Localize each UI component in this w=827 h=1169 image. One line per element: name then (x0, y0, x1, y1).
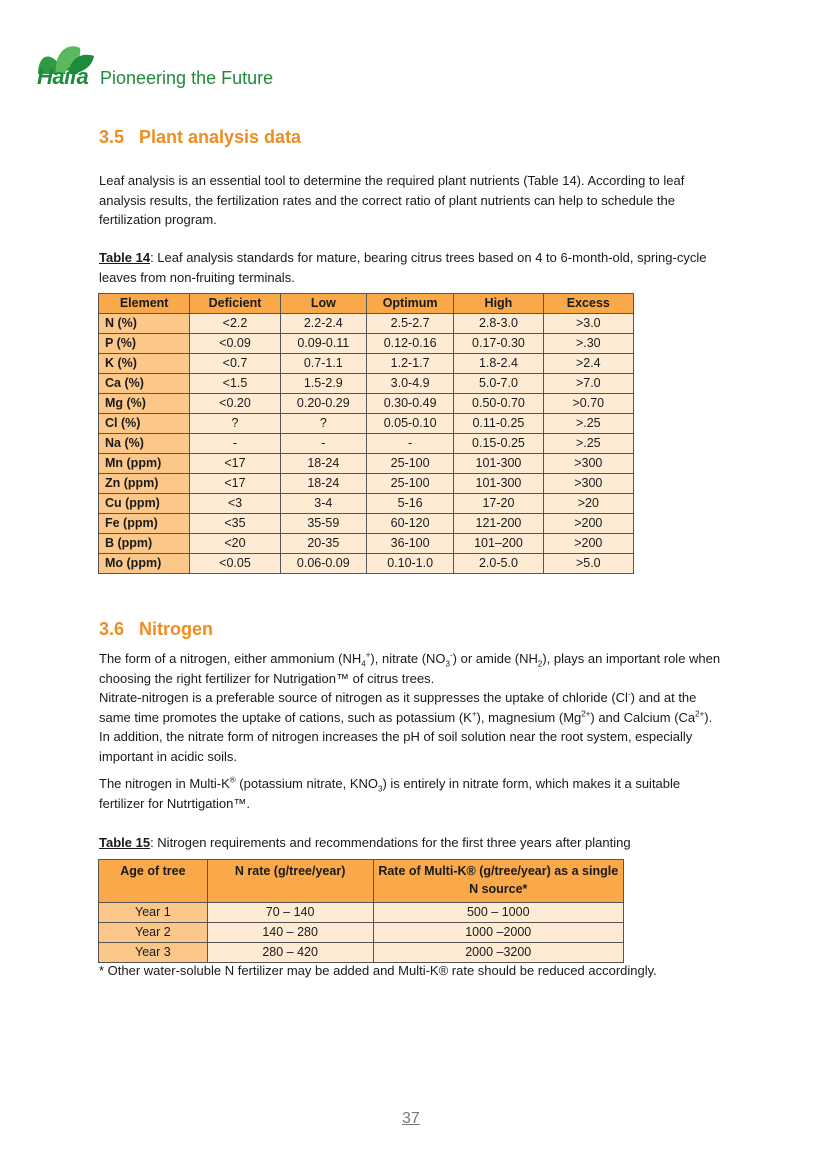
value-cell: 0.20-0.29 (280, 394, 366, 414)
value-cell: <1.5 (190, 374, 280, 394)
value-cell: >.25 (543, 414, 633, 434)
value-cell: 0.30-0.49 (366, 394, 453, 414)
column-header: Deficient (190, 294, 280, 314)
column-header: Low (280, 294, 366, 314)
value-cell: 500 – 1000 (373, 903, 624, 923)
age-cell: Year 2 (99, 923, 208, 943)
table-row (99, 903, 624, 923)
value-cell: 17-20 (454, 494, 543, 514)
value-cell: >2.4 (543, 354, 633, 374)
table-row (99, 474, 634, 494)
value-cell: 121-200 (454, 514, 543, 534)
value-cell: 2.5-2.7 (366, 314, 453, 334)
value-cell: 25-100 (366, 454, 453, 474)
value-cell: 0.7-1.1 (280, 354, 366, 374)
value-cell: 0.12-0.16 (366, 334, 453, 354)
value-cell: >200 (543, 514, 633, 534)
value-cell: 18-24 (280, 474, 366, 494)
table-row (99, 374, 634, 394)
value-cell: 60-120 (366, 514, 453, 534)
page-number: 37 (402, 1110, 420, 1127)
table-row (99, 514, 634, 534)
brand-name: Haifa (37, 64, 89, 89)
value-cell: <20 (190, 534, 280, 554)
element-cell: Na (%) (99, 434, 190, 454)
nitrogen-requirements-table (98, 859, 624, 963)
section-heading-plant-analysis: 3.5 Plant analysis data (99, 127, 302, 147)
value-cell: - (280, 434, 366, 454)
table-row (99, 494, 634, 514)
table-row (99, 334, 634, 354)
value-cell: 0.17-0.30 (454, 334, 543, 354)
value-cell: 1.2-1.7 (366, 354, 453, 374)
column-header: Age of tree (99, 860, 208, 903)
table-header-row (99, 294, 634, 314)
value-cell: 3-4 (280, 494, 366, 514)
value-cell: <0.7 (190, 354, 280, 374)
table-row (99, 434, 634, 454)
age-cell: Year 1 (99, 903, 208, 923)
value-cell: 1000 –2000 (373, 923, 624, 943)
value-cell: 18-24 (280, 454, 366, 474)
value-cell: 280 – 420 (207, 943, 373, 963)
value-cell: >300 (543, 474, 633, 494)
age-cell: Year 3 (99, 943, 208, 963)
table-row (99, 534, 634, 554)
value-cell: >300 (543, 454, 633, 474)
value-cell: >7.0 (543, 374, 633, 394)
value-cell: 3.0-4.9 (366, 374, 453, 394)
value-cell: 0.09-0.11 (280, 334, 366, 354)
value-cell: 2.8-3.0 (454, 314, 543, 334)
tagline: Pioneering the Future (100, 68, 274, 88)
value-cell: 0.10-1.0 (366, 554, 453, 574)
value-cell: <17 (190, 454, 280, 474)
element-cell: Zn (ppm) (99, 474, 190, 494)
table-row (99, 454, 634, 474)
table-header-row (99, 860, 624, 903)
value-cell: ? (280, 414, 366, 434)
section-heading-nitrogen: 3.6 Nitrogen (99, 619, 213, 639)
value-cell: >.30 (543, 334, 633, 354)
element-cell: Cu (ppm) (99, 494, 190, 514)
value-cell: >5.0 (543, 554, 633, 574)
table-row (99, 394, 634, 414)
element-cell: B (ppm) (99, 534, 190, 554)
paragraph-nitrate-nitrogen: Nitrate-nitrogen is a preferable source of nitrogen as it suppresses the uptake of chloride (Cl-) and at the same time promotes the uptake of cations, such as potassium (K+), magnesium $(Mg^{2+})$ and Calcium $(Ca^{2+})$. In addition, the nitrate form of nitrogen increases the pH of soil solution near the root system, especially important in acidic soils. (99, 689, 713, 764)
element-cell: Mo (ppm) (99, 554, 190, 574)
value-cell: <35 (190, 514, 280, 534)
value-cell: <2.2 (190, 314, 280, 334)
value-cell: >.25 (543, 434, 633, 454)
element-cell: Mg (%) (99, 394, 190, 414)
table-row (99, 414, 634, 434)
value-cell: 101-300 (454, 474, 543, 494)
value-cell: 20-35 (280, 534, 366, 554)
value-cell: 1.8-2.4 (454, 354, 543, 374)
value-cell: 5-16 (366, 494, 453, 514)
element-cell: Ca (%) (99, 374, 190, 394)
table-row (99, 314, 634, 334)
value-cell: <17 (190, 474, 280, 494)
table-row (99, 923, 624, 943)
value-cell: >200 (543, 534, 633, 554)
column-header: N rate (g/tree/year) (207, 860, 373, 903)
element-cell: Fe (ppm) (99, 514, 190, 534)
value-cell: 101-300 (454, 454, 543, 474)
paragraph-multi-k: The nitrogen in Multi-K® (potassium nitrate, $KNO_3$) is entirely in nitrate form, which makes it a suitable fertilizer for Nutrtigation™. (99, 775, 681, 811)
value-cell: <0.20 (190, 394, 280, 414)
value-cell: 0.06-0.09 (280, 554, 366, 574)
element-cell: Cl (%) (99, 414, 190, 434)
value-cell: ? (190, 414, 280, 434)
value-cell: >0.70 (543, 394, 633, 414)
column-header: Rate of Multi-K® (g/tree/year) as a single N source* (373, 860, 624, 903)
value-cell: >3.0 (543, 314, 633, 334)
value-cell: 5.0-7.0 (454, 374, 543, 394)
column-header: Optimum (366, 294, 453, 314)
value-cell: 101–200 (454, 534, 543, 554)
value-cell: 70 – 140 (207, 903, 373, 923)
leaf-analysis-table (98, 293, 634, 574)
value-cell: 140 – 280 (207, 923, 373, 943)
element-cell: Mn (ppm) (99, 454, 190, 474)
value-cell: 25-100 (366, 474, 453, 494)
value-cell: 0.15-0.25 (454, 434, 543, 454)
value-cell: <0.09 (190, 334, 280, 354)
table-row (99, 554, 634, 574)
value-cell: 0.05-0.10 (366, 414, 453, 434)
table15-footnote: * Other water-soluble N fertilizer may be added and Multi-K® rate should be reduced accordingly. (99, 963, 657, 978)
value-cell: - (366, 434, 453, 454)
value-cell: - (190, 434, 280, 454)
column-header: High (454, 294, 543, 314)
value-cell: 35-59 (280, 514, 366, 534)
value-cell: 0.50-0.70 (454, 394, 543, 414)
table14-caption: Table 14: Leaf analysis standards for mature, bearing citrus trees based on 4 to 6-month-old, spring-cycle leaves from non-fruiting terminals. (99, 250, 707, 285)
value-cell: 2.2-2.4 (280, 314, 366, 334)
element-cell: K (%) (99, 354, 190, 374)
table-row (99, 354, 634, 374)
paragraph-leaf-analysis: Leaf analysis is an essential tool to determine the required plant nutrients (Table 14). According to leaf analysis results, the fertilization rates and the correct ratio of plant nutrients can help to schedule the fertilization program. (99, 173, 685, 227)
element-cell: N (%) (99, 314, 190, 334)
value-cell: <0.05 (190, 554, 280, 574)
element-cell: P (%) (99, 334, 190, 354)
paragraph-nitrogen-form: The form of a nitrogen, either ammonium $(NH_4^+)$, nitrate $(NO_3^-)$ or amide $(NH_2)$, plays an important role when choosing the right fertilizer for Nutrigation™ of citrus trees. (99, 650, 721, 686)
column-header: Excess (543, 294, 633, 314)
value-cell: 1.5-2.9 (280, 374, 366, 394)
value-cell: 36-100 (366, 534, 453, 554)
column-header: Element (99, 294, 190, 314)
value-cell: 2.0-5.0 (454, 554, 543, 574)
value-cell: 2000 –3200 (373, 943, 624, 963)
value-cell: 0.11-0.25 (454, 414, 543, 434)
value-cell: >20 (543, 494, 633, 514)
value-cell: <3 (190, 494, 280, 514)
table15-caption: Table 15: Nitrogen requirements and recommendations for the first three years after planting (99, 835, 631, 850)
table-row (99, 943, 624, 963)
